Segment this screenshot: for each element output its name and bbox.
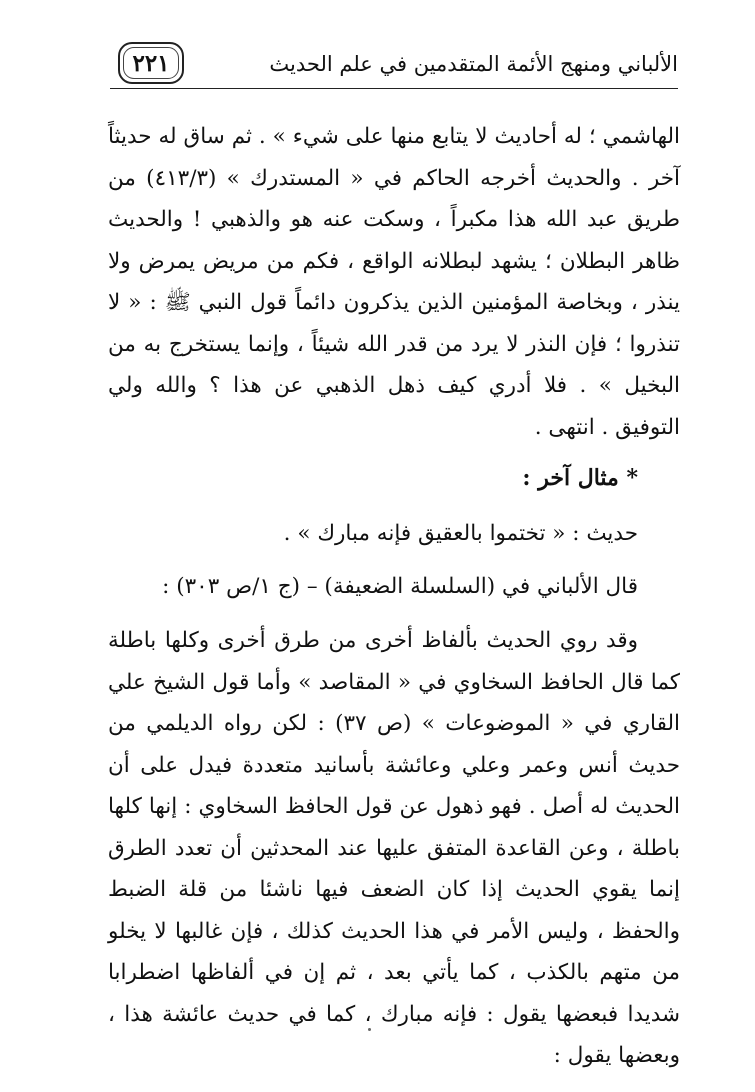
footer-mark	[368, 1028, 371, 1031]
running-title: الألباني ومنهج الأئمة المتقدمين في علم الحديث	[269, 52, 678, 76]
header-divider	[110, 88, 678, 89]
page-header	[110, 40, 678, 92]
page-number-badge	[118, 42, 184, 84]
quote-intro: قال الألباني في (السلسلة الضعيفة) – (ج ١/ص ٣٠٣) :	[162, 574, 638, 599]
paragraph-commentary: وقد روي الحديث بألفاظ أخرى من طرق أخرى وكلها باطلة كما قال الحافظ السخاوي في « المقاصد » وأما قول الشيخ علي القاري في « الموضوعات » (ص ٣٧) : لكن رواه الديلمي من حديث أنس وعمر وعلي وعائشة بأسانيد متعددة فيدل على أن الحديث له أصل . فهو ذهول عن قول الحافظ السخاوي : إنها كلها باطلة ، وعن القاعدة المتفق عليها عند المحدثين أن تعدد الطرق إنما يقوي الحديث إذا كان الضعف فيها ناشئا من قلة الضبط والحفظ ، وليس الأمر في هذا الحديث كذلك ، فإن غالبها لا يخلو من متهم بالكذب ، كما يأتي بعد ، ثم إن في ألفاظها اضطرابا شديدا فبعضها يقول : فإنه مبارك ، كما في حديث عائشة هذا ، وبعضها يقول :	[108, 628, 680, 1068]
hadith-text: حديث : « تختموا بالعقيق فإنه مبارك » .	[283, 521, 638, 546]
section-subheading: * مثال آخر :	[522, 465, 638, 491]
paragraph-continued: الهاشمي ؛ له أحاديث لا يتابع منها على شيء » . ثم ساق له حديثاً آخر . والحديث أخرجه الحاكم في « المستدرك » (٤١٣/٣) من طريق عبد الله هذا مكبراً ، وسكت عنه هو والذهبي ! والحديث ظاهر البطلان ؛ يشهد لبطلانه الواقع ، فكم من مريض يمرض ولا ينذر ، وبخاصة المؤمنين الذين يذكرون دائماً قول النبي ﷺ : « لا تنذروا ؛ فإن النذر لا يرد من قدر الله شيئاً ، وإنما يستخرج به من البخيل » . فلا أدري كيف ذهل الذهبي عن هذا ؟ والله ولي التوفيق . انتهى .	[108, 124, 681, 440]
page-body	[108, 116, 680, 1077]
page-number: ٢٢١	[132, 49, 170, 77]
